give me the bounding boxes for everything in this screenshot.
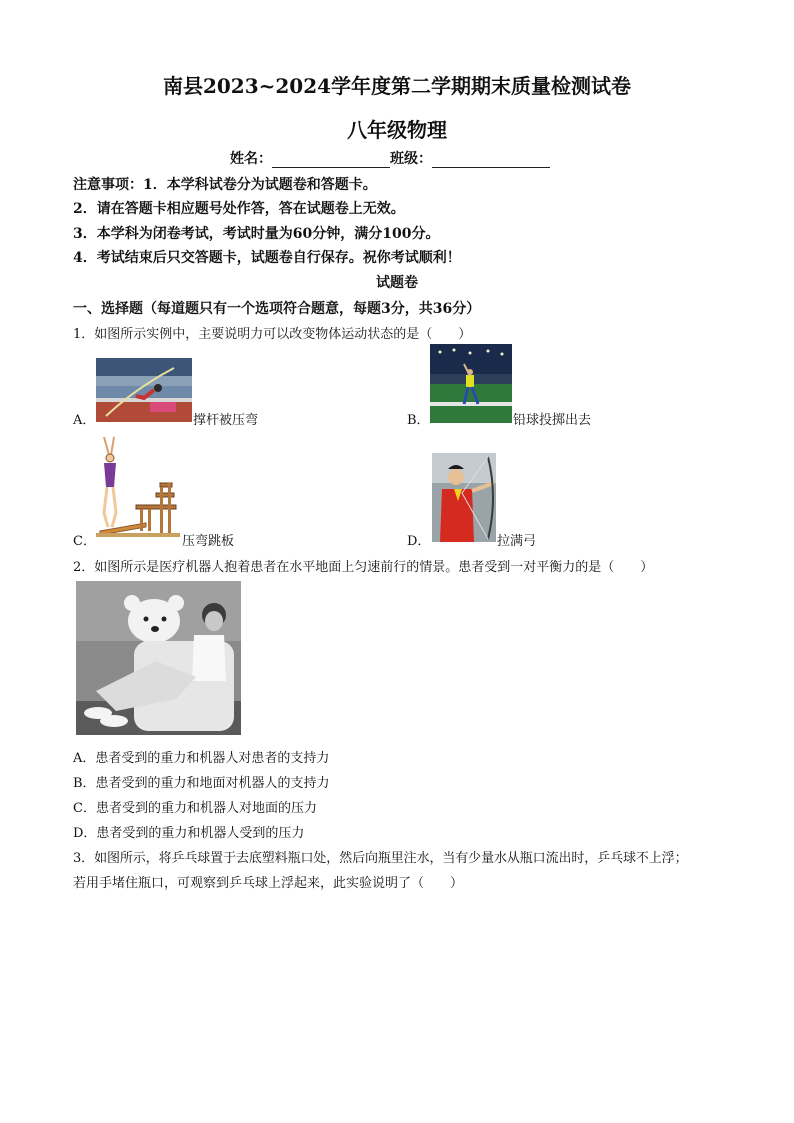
q1-option-a-caption: 撑杆被压弯 bbox=[193, 413, 259, 428]
exam-title: 南县2023~2024学年度第二学期期末质量检测试卷 bbox=[162, 74, 632, 98]
class-label: 班级： bbox=[390, 151, 432, 167]
notice-item-1: 注意事项：1．本学科试卷分为试题卷和答题卡。 bbox=[73, 177, 377, 193]
q2-stem: 2．如图所示是医疗机器人抱着患者在水平地面上匀速前行的情景。患者受到一对平衡力的是（ ） bbox=[73, 560, 654, 575]
q3-stem-line-2: 若用手堵住瓶口，可观察到乒乓球上浮起来，此实验说明了（ ） bbox=[73, 876, 464, 891]
archery-photo bbox=[432, 453, 496, 542]
paper-label: 试题卷 bbox=[376, 275, 418, 291]
q2-option-a: A．患者受到的重力和机器人对患者的支持力 bbox=[73, 751, 330, 766]
q2-option-d: D．患者受到的重力和机器人受到的压力 bbox=[73, 826, 305, 841]
q1-option-b-caption: 铅球投掷出去 bbox=[513, 413, 592, 428]
springboard-illustration bbox=[96, 433, 180, 541]
q2-option-c: C．患者受到的重力和机器人对地面的压力 bbox=[73, 801, 317, 816]
q1-option-a-letter: A． bbox=[73, 413, 96, 428]
shot-put-photo bbox=[430, 344, 512, 423]
q1-option-d-caption: 拉满弓 bbox=[497, 534, 537, 549]
notice-item-4: 4．考试结束后只交答题卡，试题卷自行保存。祝你考试顺利！ bbox=[73, 250, 461, 266]
section1-heading: 一、选择题（每道题只有一个选项符合题意，每题3分，共36分） bbox=[73, 301, 481, 317]
notice-item-3: 3．本学科为闭卷考试，考试时量为60分钟，满分100分。 bbox=[73, 226, 440, 242]
notice-item-2: 2．请在答题卡相应题号处作答，答在试题卷上无效。 bbox=[73, 201, 405, 217]
q1-option-d-letter: D． bbox=[407, 534, 431, 549]
class-blank[interactable] bbox=[432, 153, 550, 168]
notice-label: 注意事项： bbox=[73, 177, 143, 193]
q1-stem: 1．如图所示实例中，主要说明力可以改变物体运动状态的是（ ） bbox=[73, 327, 472, 342]
q1-option-c-caption: 压弯跳板 bbox=[182, 534, 235, 549]
subject-title: 八年级物理 bbox=[347, 118, 447, 142]
q1-option-c-letter: C． bbox=[73, 534, 96, 549]
name-label: 姓名： bbox=[230, 151, 272, 167]
q3-stem-line-1: 3．如图所示，将乒乓球置于去底塑料瓶口处，然后向瓶里注水，当有少量水从瓶口流出时，乒乓球不上浮； bbox=[73, 851, 688, 866]
medical-robot-photo bbox=[76, 581, 241, 735]
name-class-row bbox=[230, 148, 550, 168]
name-blank[interactable] bbox=[272, 153, 390, 168]
q1-option-b-letter: B． bbox=[407, 413, 430, 428]
pole-vault-photo bbox=[96, 358, 192, 422]
q2-option-b: B．患者受到的重力和地面对机器人的支持力 bbox=[73, 776, 330, 791]
